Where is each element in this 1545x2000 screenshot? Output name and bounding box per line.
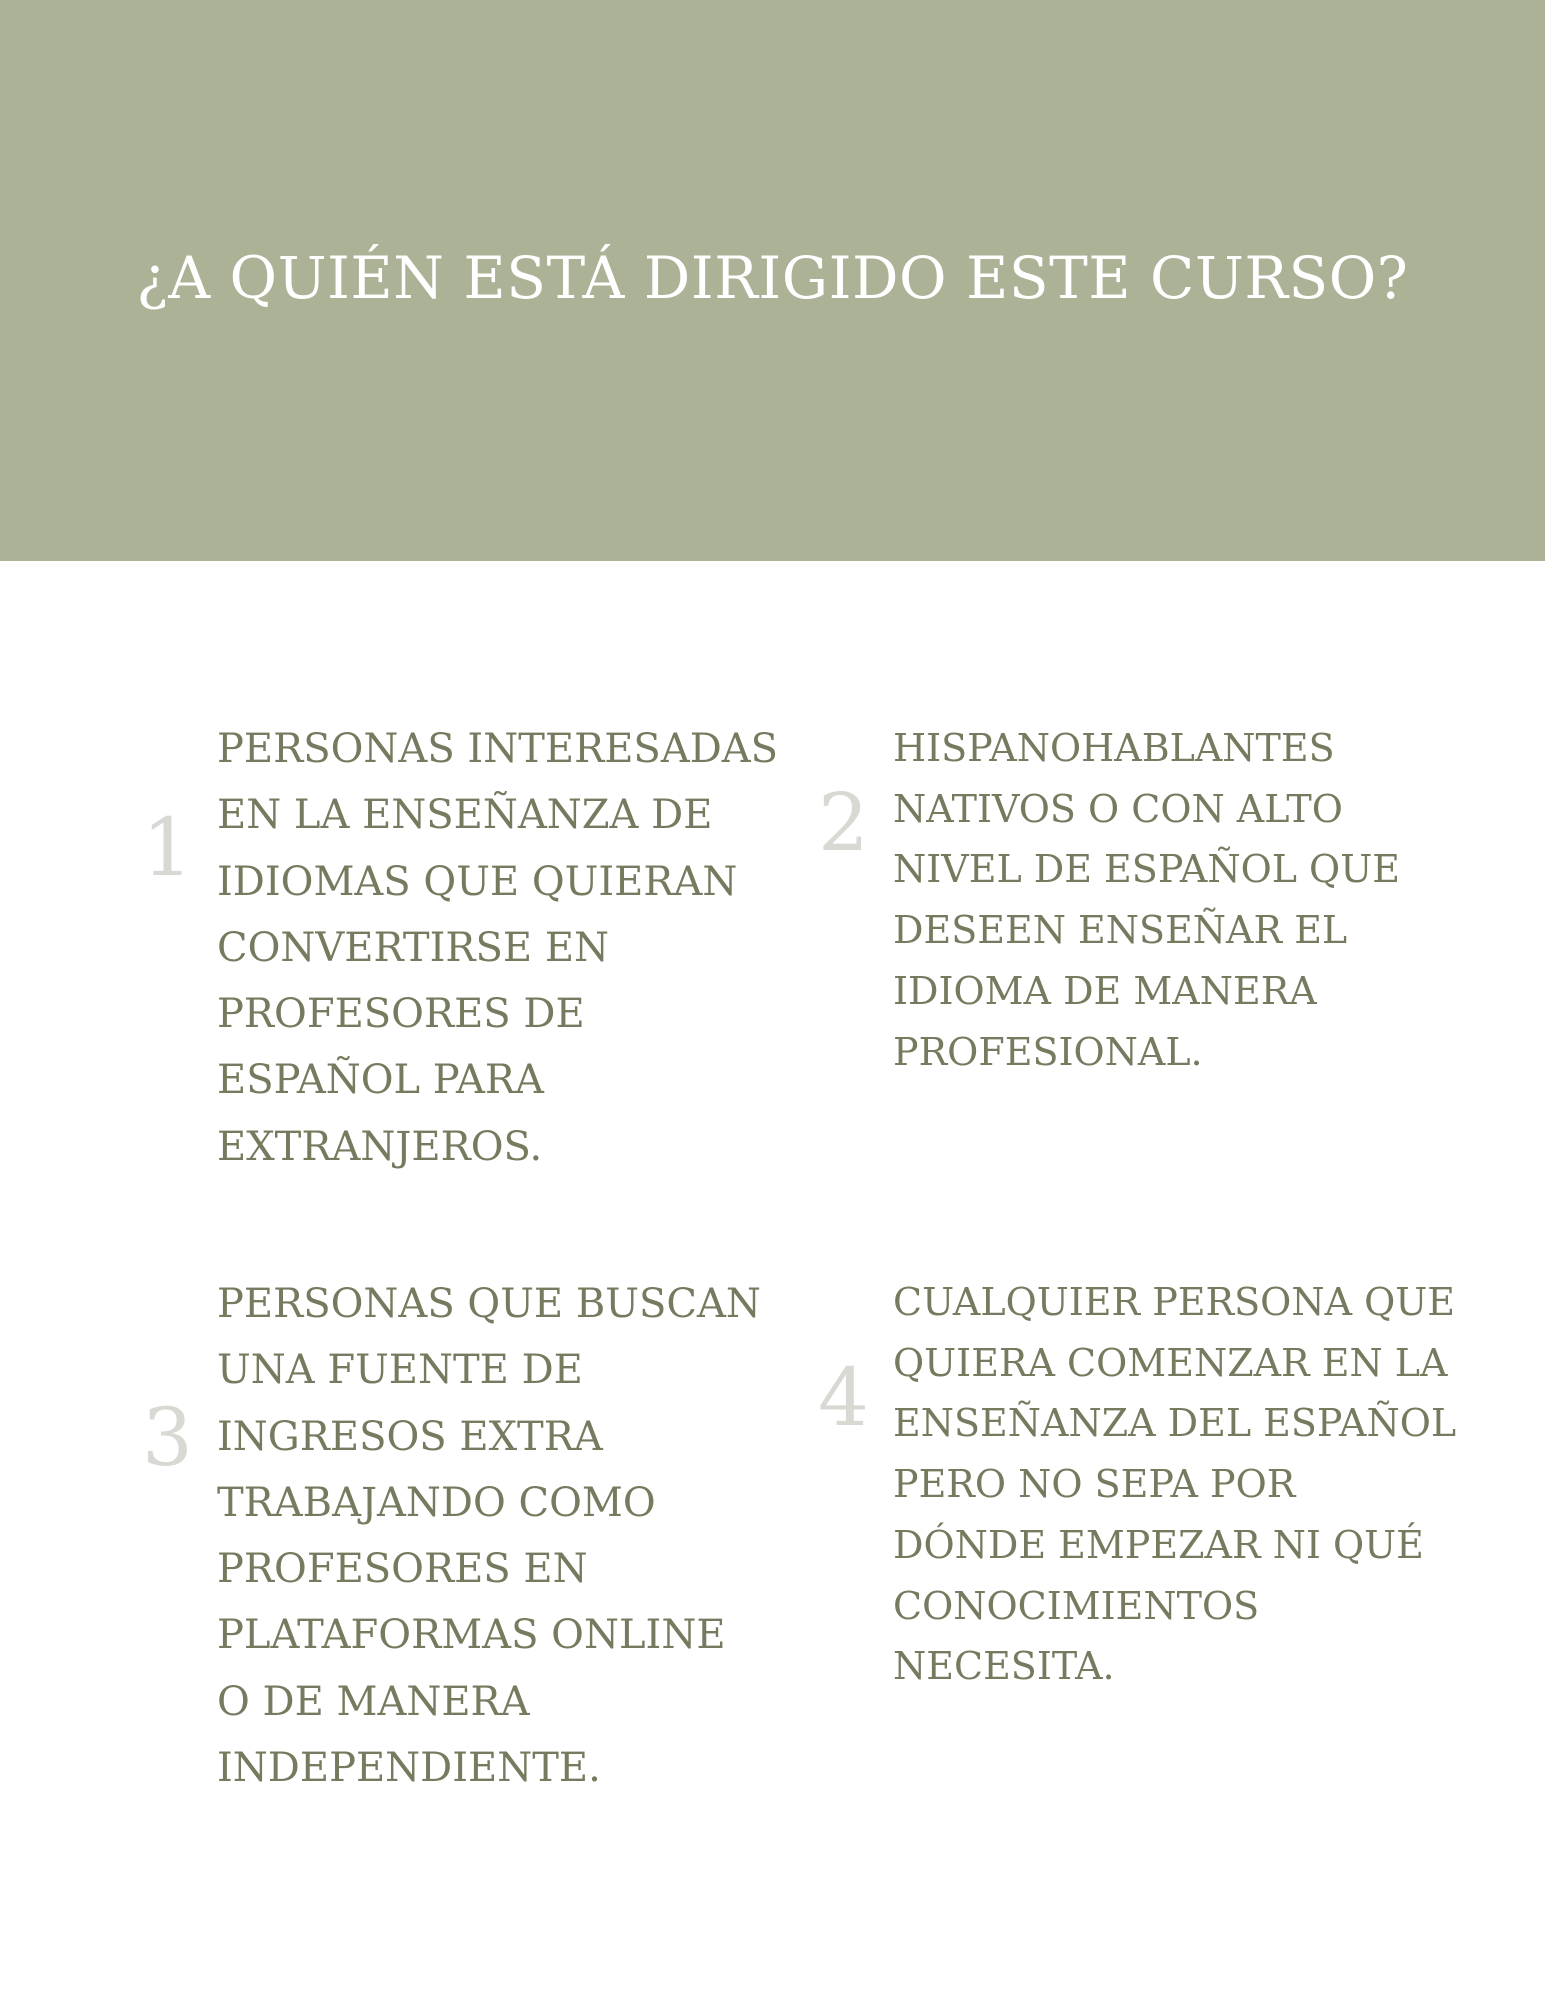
item-line: PROFESORES EN (217, 1546, 588, 1593)
item-line: O DE MANERA (217, 1678, 530, 1725)
item-text-4 (893, 1272, 1456, 1697)
item-line: ESPAÑOL PARA (217, 1057, 544, 1104)
item-line: CONOCIMIENTOS (893, 1583, 1260, 1628)
item-line: NIVEL DE ESPAÑOL QUE (893, 847, 1400, 892)
item-line: UNA FUENTE DE (217, 1347, 583, 1394)
item-line: IDIOMA DE MANERA (893, 968, 1317, 1013)
item-line: CUALQUIER PERSONA QUE (893, 1280, 1456, 1324)
item-line: NECESITA. (893, 1644, 1115, 1689)
header-banner (0, 0, 1545, 561)
item-number-4: 4 (818, 1351, 869, 1444)
item-line: PERO NO SEPA POR (893, 1462, 1296, 1507)
item-line: IDIOMAS QUE QUIERAN (217, 858, 738, 905)
item-line: QUIERA COMENZAR EN LA (893, 1340, 1448, 1385)
item-line: PLATAFORMAS ONLINE (217, 1612, 726, 1659)
item-text-2 (893, 718, 1400, 1082)
item-line: HISPANOHABLANTES (893, 726, 1335, 770)
item-text-3 (217, 1271, 761, 1801)
item-text-1 (217, 716, 778, 1180)
item-number-2: 2 (818, 776, 869, 869)
item-line: INGRESOS EXTRA (217, 1413, 603, 1460)
item-line: PROFESIONAL. (893, 1029, 1203, 1074)
item-line: TRABAJANDO COMO (217, 1479, 656, 1526)
item-line: EXTRANJEROS. (217, 1123, 543, 1170)
item-line: PERSONAS QUE BUSCAN (217, 1281, 761, 1327)
item-line: CONVERTIRSE EN (217, 924, 610, 971)
page-title: ¿A QUIÉN ESTÁ DIRIGIDO ESTE CURSO? (136, 244, 1409, 312)
item-line: INDEPENDIENTE. (217, 1745, 601, 1792)
item-line: NATIVOS O CON ALTO (893, 786, 1343, 831)
item-line: DÓNDE EMPEZAR NI QUÉ (893, 1522, 1424, 1567)
item-number-3: 3 (142, 1391, 193, 1484)
item-line: DESEEN ENSEÑAR EL (893, 908, 1348, 953)
item-line: ENSEÑANZA DEL ESPAÑOL (893, 1401, 1457, 1446)
item-line: EN LA ENSEÑANZA DE (217, 792, 713, 839)
item-line: PERSONAS INTERESADAS (217, 726, 779, 772)
item-number-1: 1 (142, 801, 193, 894)
item-line: PROFESORES DE (217, 991, 585, 1038)
